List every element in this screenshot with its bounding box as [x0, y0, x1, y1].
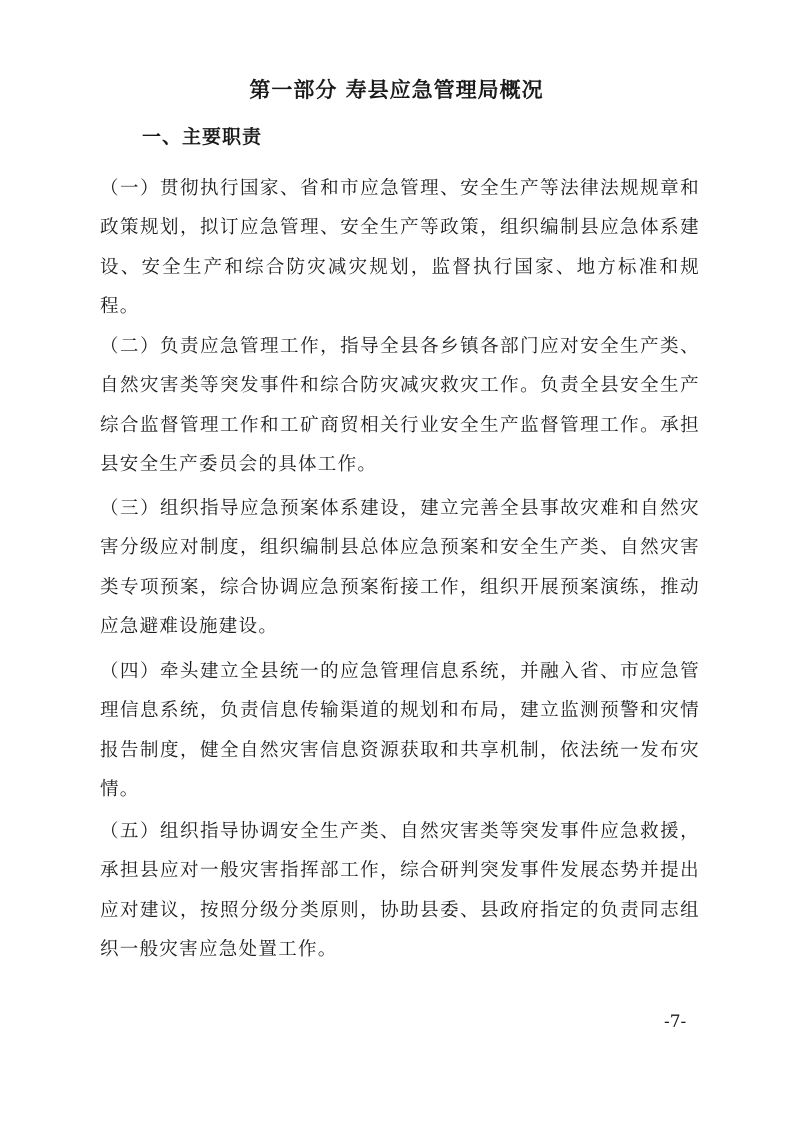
paragraph-duty-3: （三）组织指导应急预案体系建设，建立完善全县事故灾难和自然灾害分级应对制度，组织编制县总体应急预案和安全生产类、自然灾害类专项预案，综合协调应急预案衔接工作，组织开展预案演练，推动应急避难设施建设。	[100, 497, 700, 637]
paragraph-duty-4: （四）牵头建立全县统一的应急管理信息系统，并融入省、市应急管理信息系统，负责信息传输渠道的规划和布局，建立监测预警和灾情报告制度，健全自然灾害信息资源获取和共享机制，依法统一发布灾情。	[100, 660, 700, 800]
section-heading: 一、主要职责	[142, 126, 263, 148]
page-number: -7-	[664, 1012, 687, 1032]
paragraph-duty-2: （二）负责应急管理工作，指导全县各乡镇各部门应对安全生产类、自然灾害类等突发事件和综合防灾减灾救灾工作。负责全县安全生产综合监督管理工作和工矿商贸相关行业安全生产监督管理工作。承担县安全生产委员会的具体工作。	[100, 335, 700, 475]
page-title: 第一部分 寿县应急管理局概况	[249, 78, 544, 102]
paragraph-duty-5: （五）组织指导协调安全生产类、自然灾害类等突发事件应急救援，承担县应对一般灾害指挥部工作，综合研判突发事件发展态势并提出应对建议，按照分级分类原则，协助县委、县政府指定的负责同志组织一般灾害应急处置工作。	[100, 820, 700, 960]
paragraph-duty-1: （一）贯彻执行国家、省和市应急管理、安全生产等法律法规规章和政策规划，拟订应急管理、安全生产等政策，组织编制县应急体系建设、安全生产和综合防灾减灾规划，监督执行国家、地方标准和规程。	[100, 177, 700, 317]
